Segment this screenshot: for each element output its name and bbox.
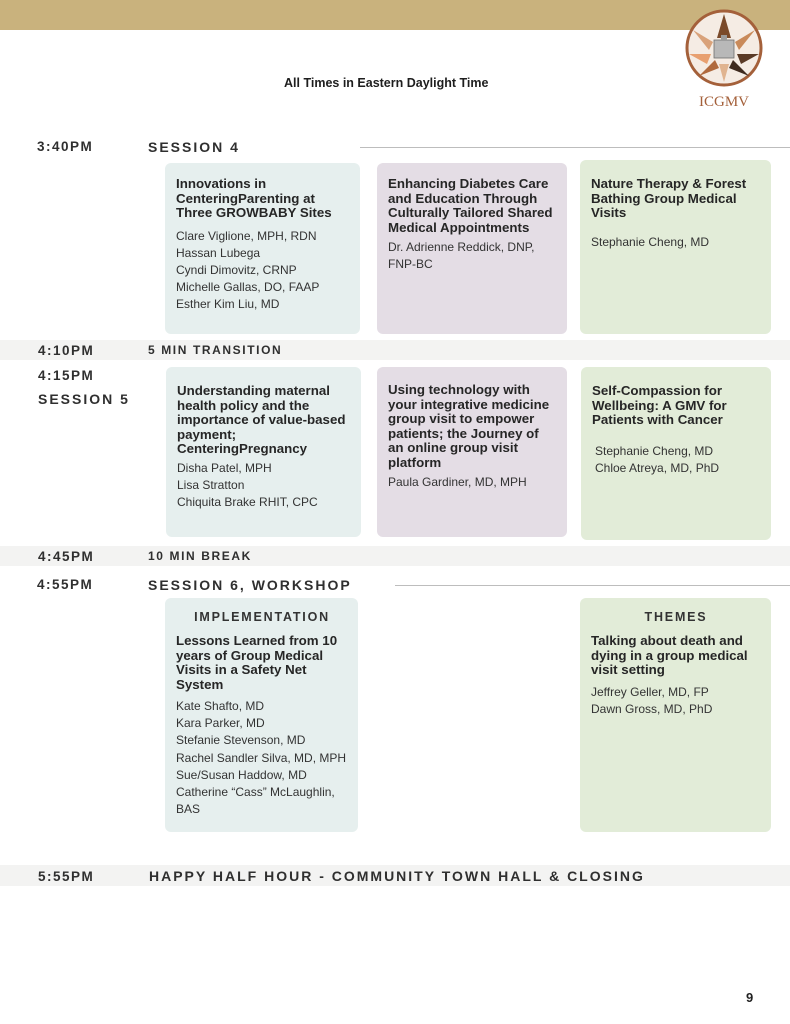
break-band: [0, 546, 790, 566]
session4-card-2: [377, 163, 567, 334]
page-number: 9: [746, 990, 754, 1005]
card-title: Talking about death and dying in a group medical visit setting: [591, 633, 748, 677]
session5-card-1: [166, 367, 361, 537]
icgmv-logo: [681, 8, 767, 112]
session5-label: SESSION 5: [38, 391, 130, 407]
presenter: Chloe Atreya, MD, PhD: [595, 460, 720, 475]
presenter-list: [591, 684, 761, 718]
session6-label: SESSION 6, WORKSHOP: [148, 577, 352, 593]
presenter-list: [177, 460, 351, 512]
presenter: Jeffrey Geller, MD, FP: [591, 684, 709, 699]
logo-text: ICGMV: [698, 94, 750, 110]
session4-label: SESSION 4: [148, 139, 240, 155]
presenter: Stefanie Stevenson, MD: [176, 733, 306, 748]
presenter: Clare Viglione, MPH, RDN: [176, 228, 317, 243]
transition-label: 5 MIN TRANSITION: [148, 343, 283, 357]
card-title: Self-Compassion for Wellbeing: A GMV for Patients with Cancer: [592, 383, 727, 427]
card-title: Understanding maternal health policy and the importance of value-based payment; CenteringPregnancy: [177, 383, 346, 456]
presenter: Chiquita Brake RHIT, CPC: [177, 494, 318, 509]
card-title: Lessons Learned from 10 years of Group Medical Visits in a Safety Net System: [176, 633, 338, 692]
presenter-list: [176, 698, 348, 818]
presenter-list: [388, 474, 557, 491]
session4-card-3: [580, 160, 771, 334]
presenter: Dawn Gross, MD, PhD: [591, 701, 713, 716]
presenter: Sue/Susan Haddow, MD: [176, 767, 307, 782]
presenter-list: [591, 234, 761, 251]
presenter-list: [592, 443, 761, 477]
closing-label: HAPPY HALF HOUR - COMMUNITY TOWN HALL & CLOSING: [149, 868, 645, 884]
transition-band: [0, 340, 790, 360]
session6-time: 4:55PM: [37, 577, 94, 592]
card-heading: THEMES: [644, 610, 708, 624]
card-heading: IMPLEMENTATION: [194, 610, 330, 624]
card-title: Nature Therapy & Forest Bathing Group Medical Visits: [591, 176, 747, 220]
presenter: Lisa Stratton: [177, 477, 245, 492]
presenter: Hassan Lubega: [176, 245, 261, 260]
session4-divider: [360, 147, 790, 148]
presenter: Stephanie Cheng, MD: [591, 234, 710, 249]
transition-time: 4:10PM: [38, 343, 95, 358]
presenter: Kate Shafto, MD: [176, 699, 265, 713]
closing-time: 5:55PM: [38, 869, 95, 884]
session5-card-2: [377, 367, 567, 537]
session4-time: 3:40PM: [37, 139, 94, 154]
presenter: Dr. Adrienne Reddick, DNP, FNP-BC: [388, 240, 535, 272]
presenter: Rachel Sandler Silva, MD, MPH: [176, 750, 347, 765]
card-title: Using technology with your integrative medicine group visit to empower patients; the Journey of an online group visit platform: [388, 382, 550, 470]
timezone-note: All Times in Eastern Daylight Time: [284, 76, 489, 90]
presenter: Cyndi Dimovitz, CRNP: [176, 262, 297, 277]
presenter: Catherine “Cass” McLaughlin, BAS: [176, 785, 335, 817]
top-banner: [0, 0, 790, 30]
session4-card-1: [165, 163, 360, 334]
presenter-list: [388, 239, 557, 273]
presenter: Michelle Gallas, DO, FAAP: [176, 280, 320, 295]
session5-card-3: [581, 367, 771, 540]
presenter: Esther Kim Liu, MD: [176, 297, 280, 312]
presenter: Stephanie Cheng, MD: [595, 443, 714, 458]
session5-time: 4:15PM: [38, 368, 95, 383]
workshop-implementation-card: [165, 598, 358, 832]
card-title: Innovations in CenteringParenting at Three GROWBABY Sites: [176, 176, 332, 220]
presenter: Disha Patel, MPH: [177, 460, 272, 475]
break-label: 10 MIN BREAK: [148, 549, 252, 563]
presenter: Kara Parker, MD: [176, 716, 265, 731]
presenter: Paula Gardiner, MD, MPH: [388, 475, 527, 489]
building-icon: [714, 40, 734, 58]
session6-divider: [395, 585, 790, 586]
presenter-list: [176, 228, 350, 314]
workshop-themes-card: [580, 598, 771, 832]
break-time: 4:45PM: [38, 549, 95, 564]
card-title: Enhancing Diabetes Care and Education Through Culturally Tailored Shared Medical Appointments: [388, 176, 553, 235]
